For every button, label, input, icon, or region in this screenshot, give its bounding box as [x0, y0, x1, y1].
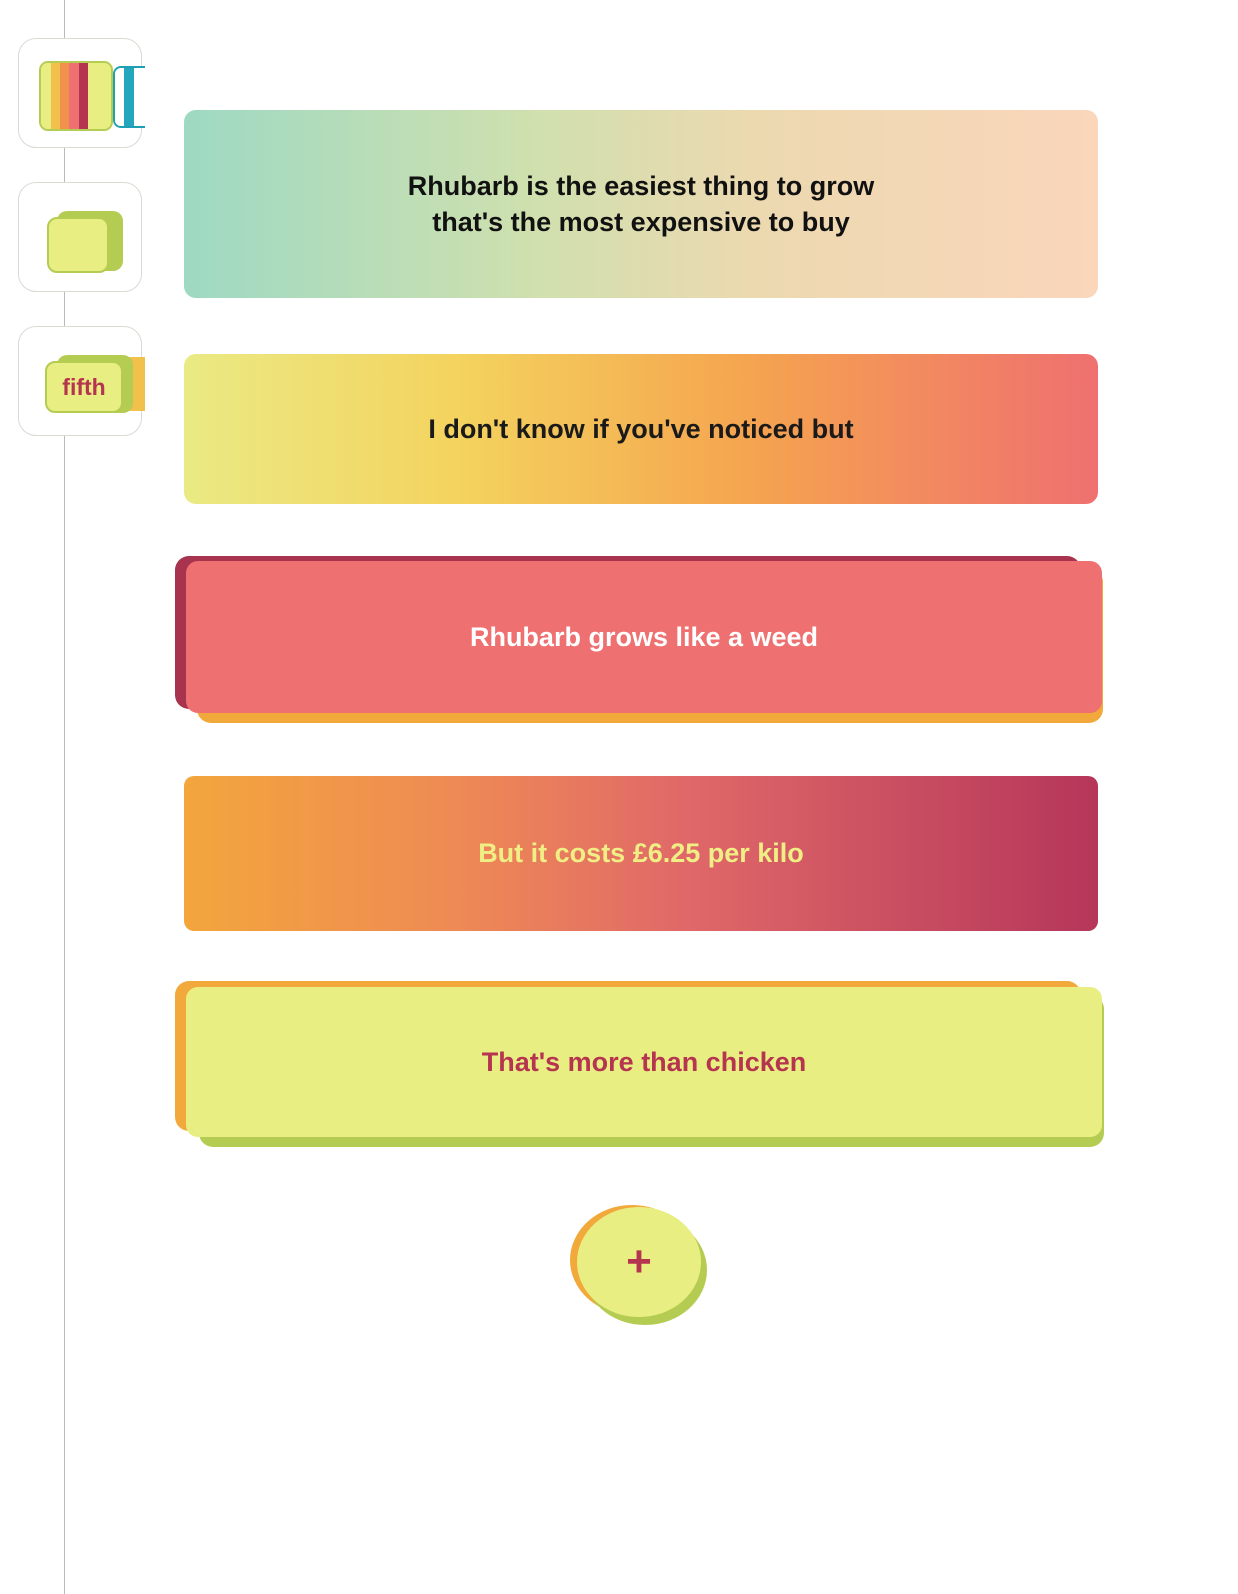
add-card-wrapper: [570, 1201, 720, 1331]
sidebar-thumbnails: [18, 0, 144, 436]
card-item-1[interactable]: [184, 110, 1098, 298]
card-item-4-text: But it costs £6.25 per kilo: [478, 838, 804, 868]
sidebar-item-fifth-label: fifth: [45, 361, 123, 413]
card-item-2-text: I don't know if you've noticed but: [428, 413, 854, 444]
sidebar-item-stripes[interactable]: [18, 38, 142, 148]
card-item-3-wrapper: [175, 556, 1107, 726]
card-item-3-text: Rhubarb grows like a weed: [469, 621, 819, 652]
card-item-2[interactable]: [184, 354, 1098, 504]
stripes-secondary-icon: [113, 66, 145, 128]
card-item-1-line1: Rhubarb is the easiest thing to grow: [407, 170, 875, 201]
sidebar-item-stack[interactable]: [18, 182, 142, 292]
card-item-1-line2: that's the most expensive to buy: [432, 207, 850, 237]
card-item-5-text: That's more than chicken: [481, 1046, 807, 1077]
plus-icon: +: [626, 1237, 652, 1286]
card-item-3[interactable]: [186, 561, 1102, 713]
add-card-button[interactable]: [577, 1207, 701, 1317]
card-item-1-text: [408, 168, 875, 241]
card-list: [175, 110, 1115, 1331]
sidebar-item-fifth[interactable]: [18, 326, 142, 436]
card-item-5-wrapper: [175, 981, 1107, 1153]
stripes-icon: [39, 61, 113, 131]
card-item-4[interactable]: [184, 776, 1098, 931]
card-item-5[interactable]: [186, 987, 1102, 1137]
